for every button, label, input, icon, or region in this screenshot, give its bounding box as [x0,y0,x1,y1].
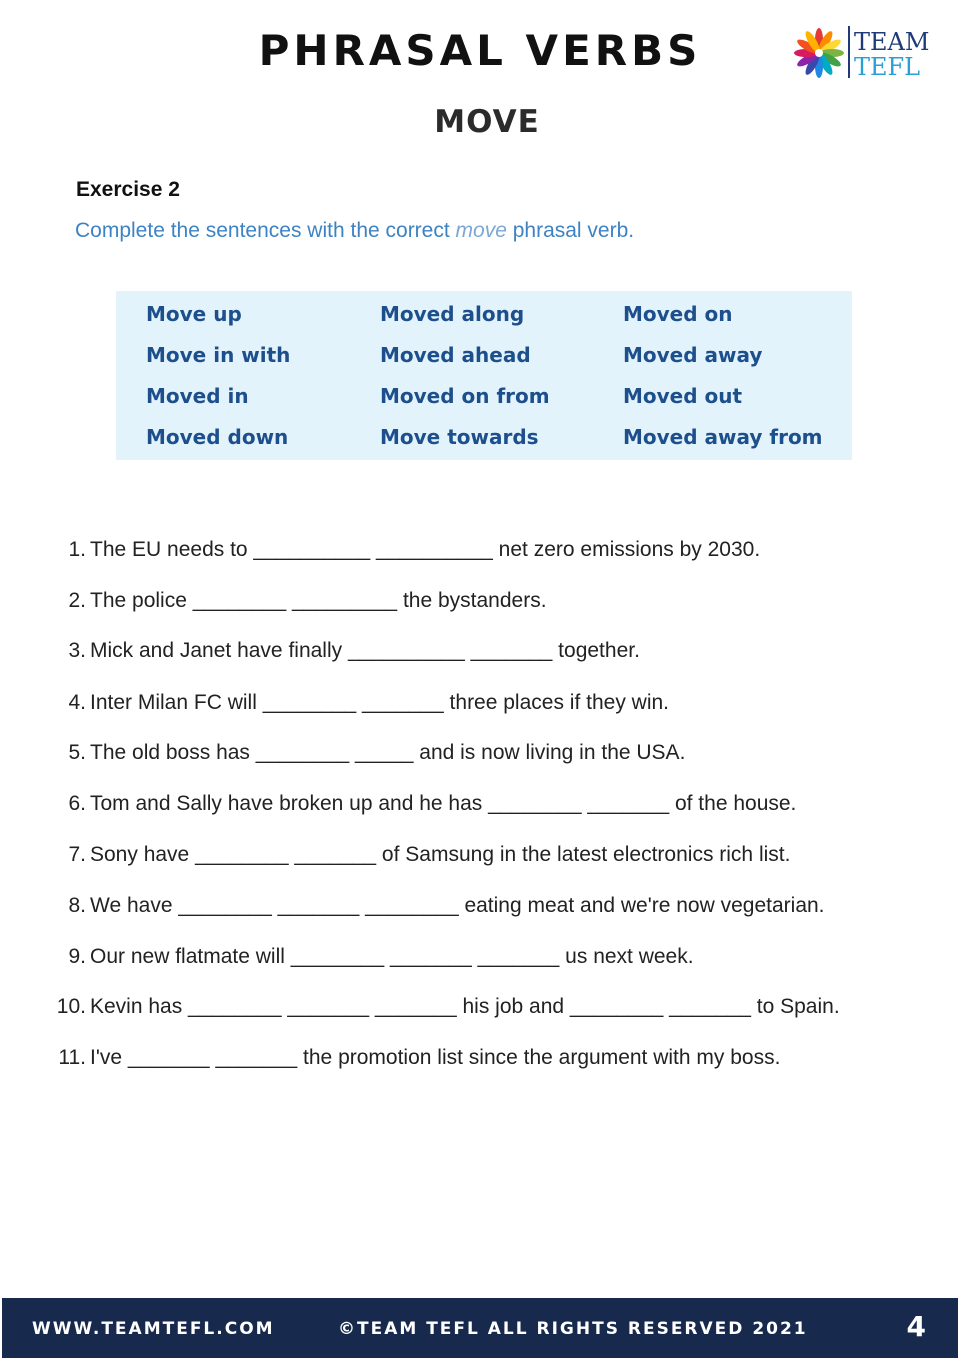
page-number: 4 [906,1310,926,1343]
sentence-text: I've _______ _______ the promotion list since the argument with my boss. [90,1046,781,1069]
word-bank-item: Moved along [380,302,525,326]
sentence-number: 2. [68,589,86,612]
sentence-text: The police ________ _________ the bystanders. [90,589,547,612]
sentence-text: Tom and Sally have broken up and he has ________ _______ of the house. [90,792,797,815]
sentence-item [56,792,796,816]
word-bank-item: Moved ahead [380,343,531,367]
sentence-number: 8. [68,894,86,917]
sentence-item [56,995,840,1019]
instruction-text-after: phrasal verb. [506,219,635,242]
page-title: PHRASAL VERBS [258,26,702,75]
footer-website: WWW.TEAMTEFL.COM [32,1319,275,1339]
sentence-item [56,691,669,715]
logo-text-tefl: TEFL [854,53,921,81]
sentence-item [56,741,685,765]
word-bank-item: Moved out [623,384,743,408]
sentence-text: We have ________ _______ ________ eating meat and we're now vegetarian. [90,894,825,917]
sentence-text: Inter Milan FC will ________ _______ three places if they win. [90,691,669,714]
exercise-title: Exercise 2 [76,178,180,201]
sentence-text: Kevin has ________ _______ _______ his job and ________ _______ to Spain. [90,995,840,1018]
sentence-item [56,894,825,918]
word-bank-item: Moved on [623,302,733,326]
word-bank [116,291,852,460]
sentence-number: 11. [58,1046,86,1069]
sentence-item [56,945,694,969]
logo-text-team: TEAM [854,28,930,56]
colorful-pinwheel-icon [792,26,846,80]
logo-divider [848,26,850,78]
sentence-number: 1. [68,538,86,561]
sentence-text: Sony have ________ _______ of Samsung in the latest electronics rich list. [90,843,791,866]
sentence-number: 3. [68,639,86,662]
sentence-text: The old boss has ________ _____ and is now living in the USA. [90,741,686,764]
sentence-item [56,589,547,613]
sentence-item [56,538,760,562]
sentence-number: 4. [68,691,86,714]
sentence-number: 7. [68,843,86,866]
sentence-item [56,639,640,663]
exercise-instruction [75,219,634,243]
word-bank-item: Moved away [623,343,763,367]
instruction-keyword: move [455,219,507,242]
sentence-item [56,1046,780,1070]
sentence-number: 6. [68,792,86,815]
word-bank-item: Moved down [146,425,289,449]
page-subtitle: MOVE [434,104,540,140]
sentence-item [56,843,790,867]
word-bank-item: Move towards [380,425,539,449]
sentence-number: 9. [68,945,86,968]
sentence-text: Mick and Janet have finally __________ _______ together. [90,639,640,662]
footer-copyright: ©TEAM TEFL ALL RIGHTS RESERVED 2021 [338,1319,808,1339]
sentence-text: Our new flatmate will ________ _______ _______ us next week. [90,945,694,968]
sentence-number: 5. [68,741,86,764]
sentence-text: The EU needs to __________ __________ net zero emissions by 2030. [90,538,761,561]
page-footer [2,1298,958,1358]
sentence-number: 10. [56,995,86,1018]
word-bank-item: Move up [146,302,242,326]
instruction-text-before: Complete the sentences with the correct [75,219,456,242]
word-bank-item: Move in with [146,343,291,367]
word-bank-item: Moved on from [380,384,550,408]
team-tefl-logo [792,24,937,82]
word-bank-item: Moved in [146,384,249,408]
word-bank-item: Moved away from [623,425,823,449]
